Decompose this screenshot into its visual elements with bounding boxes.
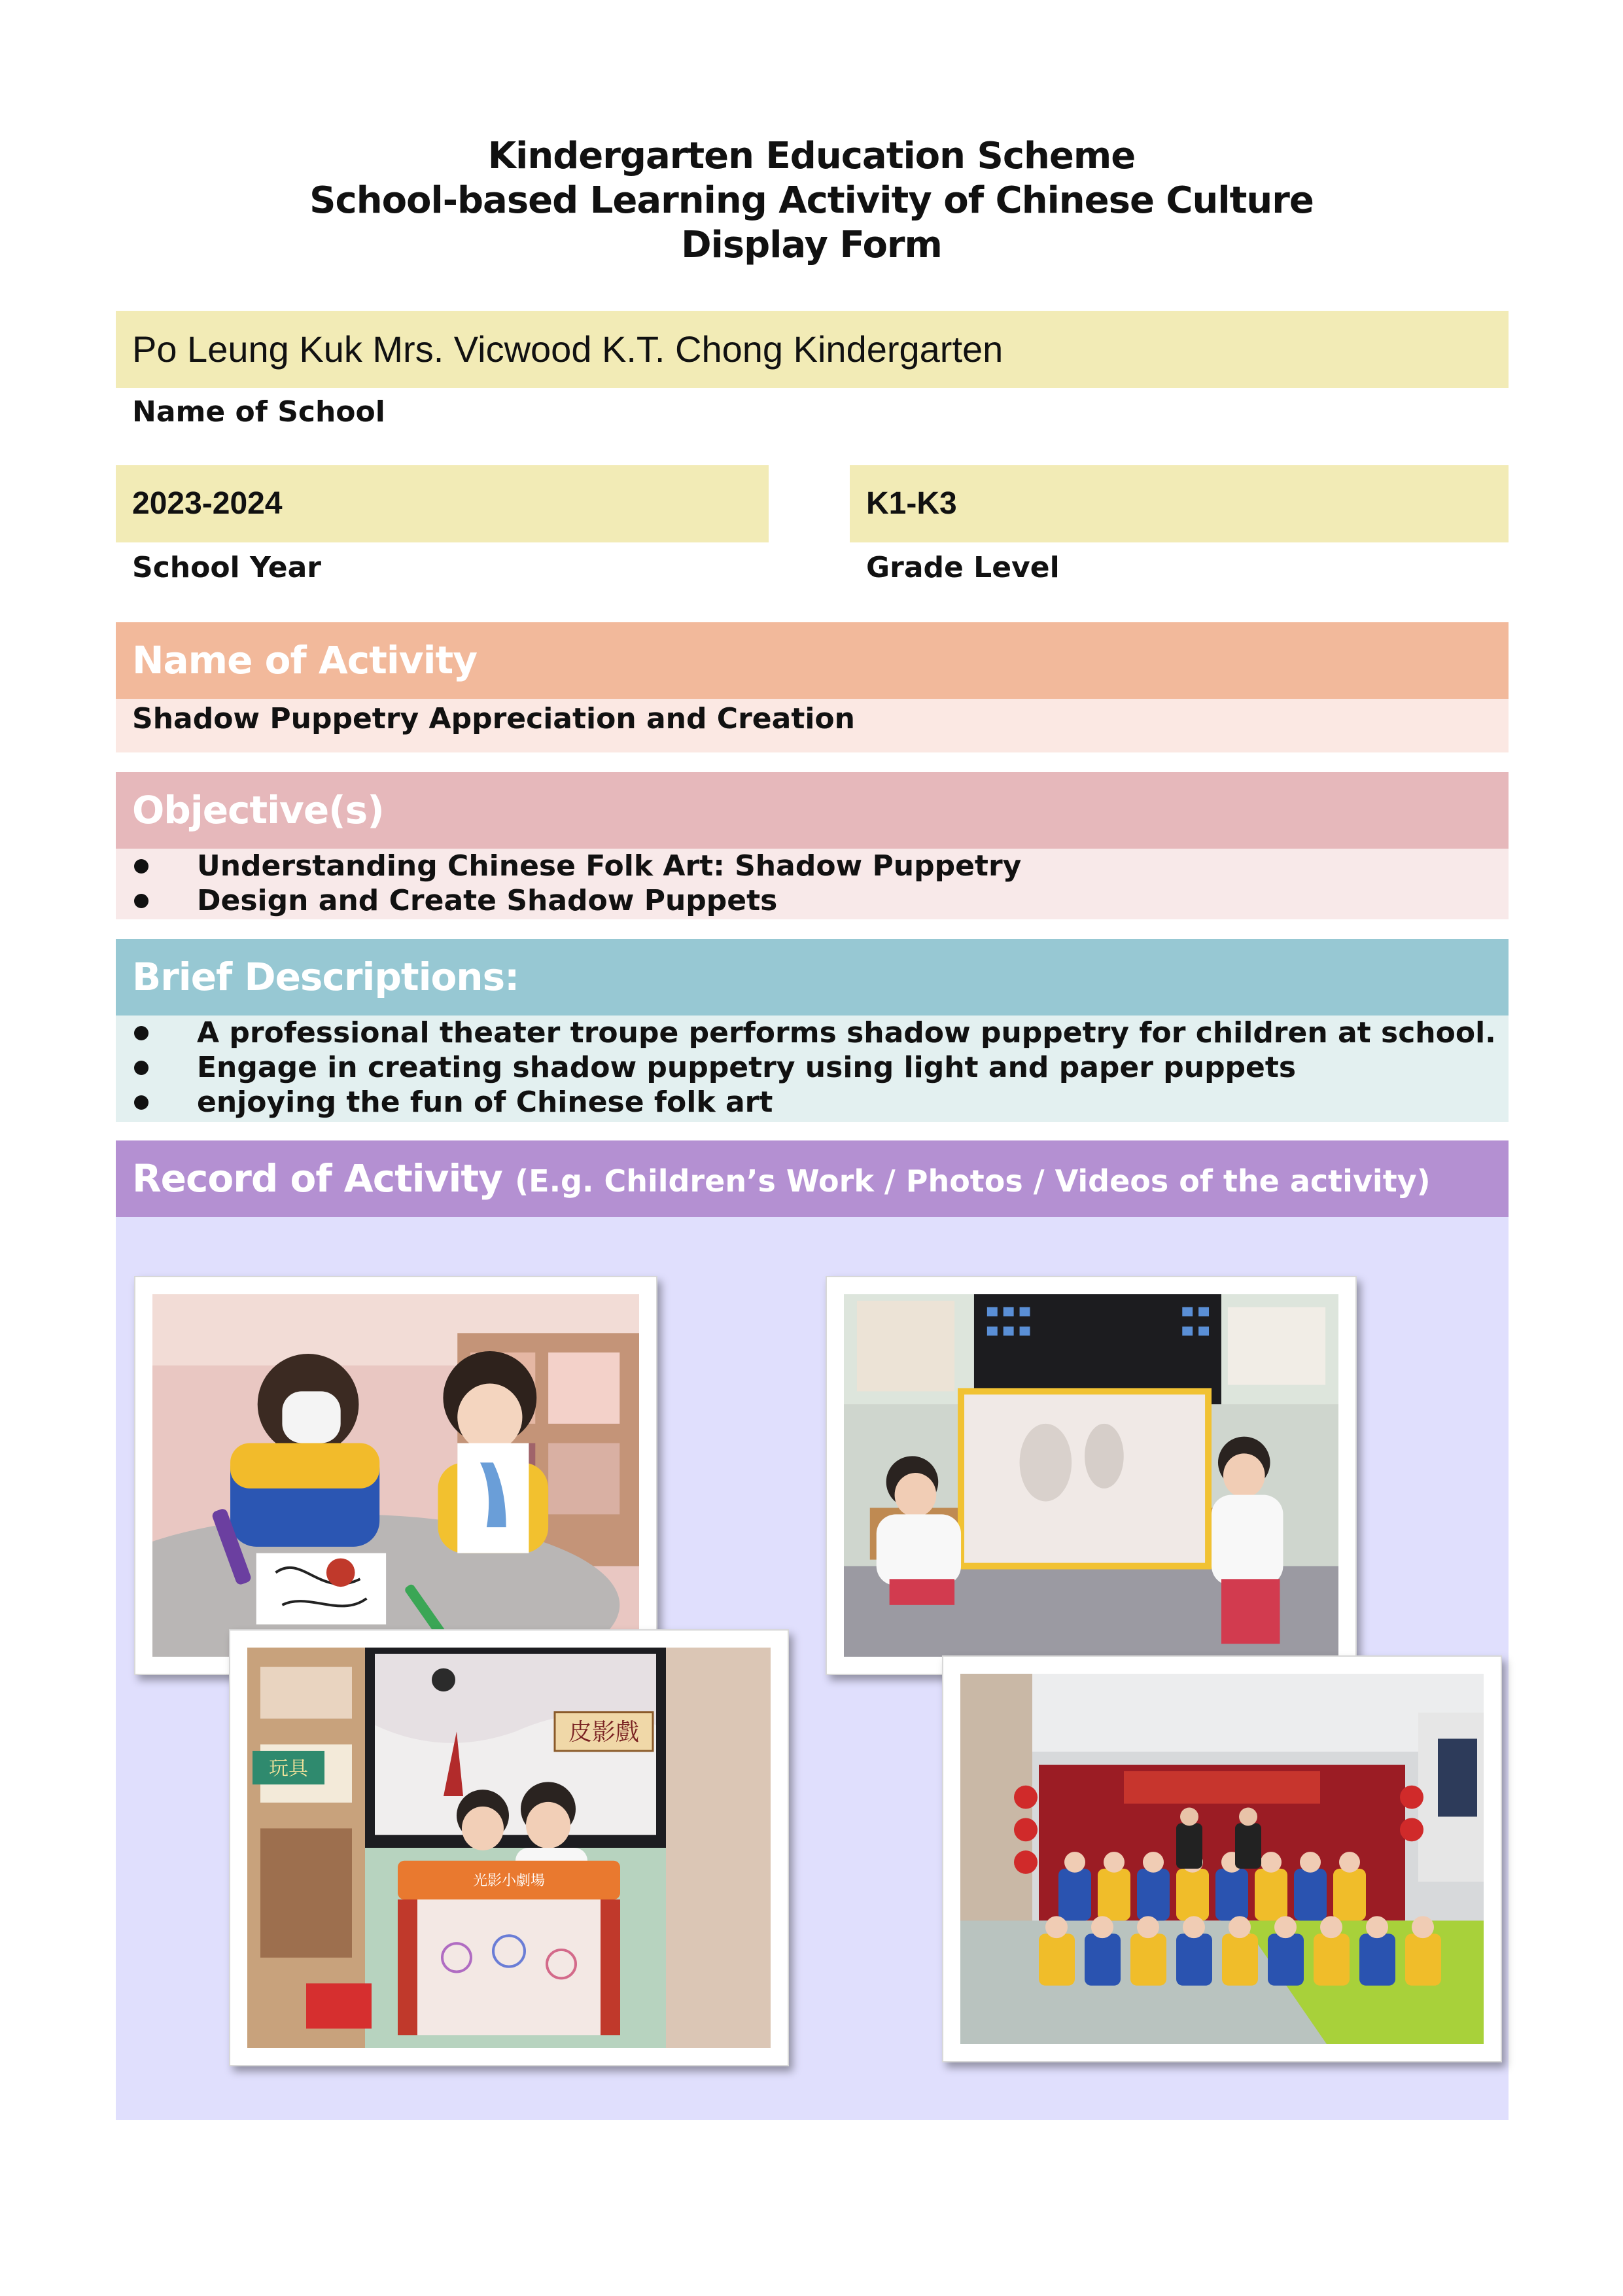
school-name-label: Name of School (132, 395, 385, 429)
photo-puppet-stage (229, 1629, 789, 2066)
shadow-play-sign: 皮影戲 (568, 1719, 639, 1746)
toys-sign: 玩具 (269, 1757, 308, 1780)
photo-group (942, 1655, 1502, 2062)
descriptions-heading: Brief Descriptions: (116, 939, 1509, 1016)
objective-item: Design and Create Shadow Puppets (116, 883, 1509, 918)
form-header (0, 134, 1623, 268)
objective-item: Understanding Chinese Folk Art: Shadow Puppetry (116, 849, 1509, 883)
objectives-list (116, 849, 1509, 918)
school-year-field (116, 465, 769, 542)
activity-heading: Name of Activity (116, 622, 1509, 699)
photo-group-image (960, 1674, 1484, 2044)
school-name-value: Po Leung Kuk Mrs. Vicwood K.T. Chong Kindergarten (132, 328, 1003, 370)
scheme-title: Kindergarten Education Scheme (487, 135, 1136, 177)
objectives-heading: Objective(s) (116, 772, 1509, 849)
grade-level-field (850, 465, 1509, 542)
school-name-field (116, 311, 1509, 388)
activity-name: Shadow Puppetry Appreciation and Creation (132, 702, 855, 735)
school-year-label: School Year (132, 551, 322, 584)
objectives-box (116, 849, 1509, 919)
description-item: A professional theater troupe performs shadow puppetry for children at school. (116, 1016, 1509, 1050)
form-title: Display Form (681, 224, 942, 266)
photo-children-drawing-image (152, 1294, 639, 1657)
stage-sign: 光影小劇場 (473, 1873, 545, 1890)
photo-shadow-screen (826, 1276, 1357, 1675)
record-heading (116, 1140, 1509, 1217)
descriptions-list (116, 1016, 1509, 1120)
description-item: Engage in creating shadow puppetry using light and paper puppets (116, 1050, 1509, 1085)
photo-children-drawing (134, 1276, 657, 1675)
descriptions-box (116, 1016, 1509, 1122)
photo-shadow-screen-image (844, 1294, 1338, 1657)
record-heading-subtitle: (E.g. Children’s Work / Photos / Videos of the activity) (515, 1163, 1431, 1199)
activity-name-box (116, 699, 1509, 752)
school-year-value: 2023-2024 (132, 486, 283, 521)
grade-level-value: K1-K3 (866, 486, 957, 521)
description-item: enjoying the fun of Chinese folk art (116, 1085, 1509, 1120)
grade-level-label: Grade Level (866, 551, 1060, 584)
activity-title: School-based Learning Activity of Chinese Culture (309, 179, 1314, 222)
photo-puppet-stage-image (247, 1648, 771, 2048)
record-heading-title: Record of Activity (132, 1156, 502, 1201)
